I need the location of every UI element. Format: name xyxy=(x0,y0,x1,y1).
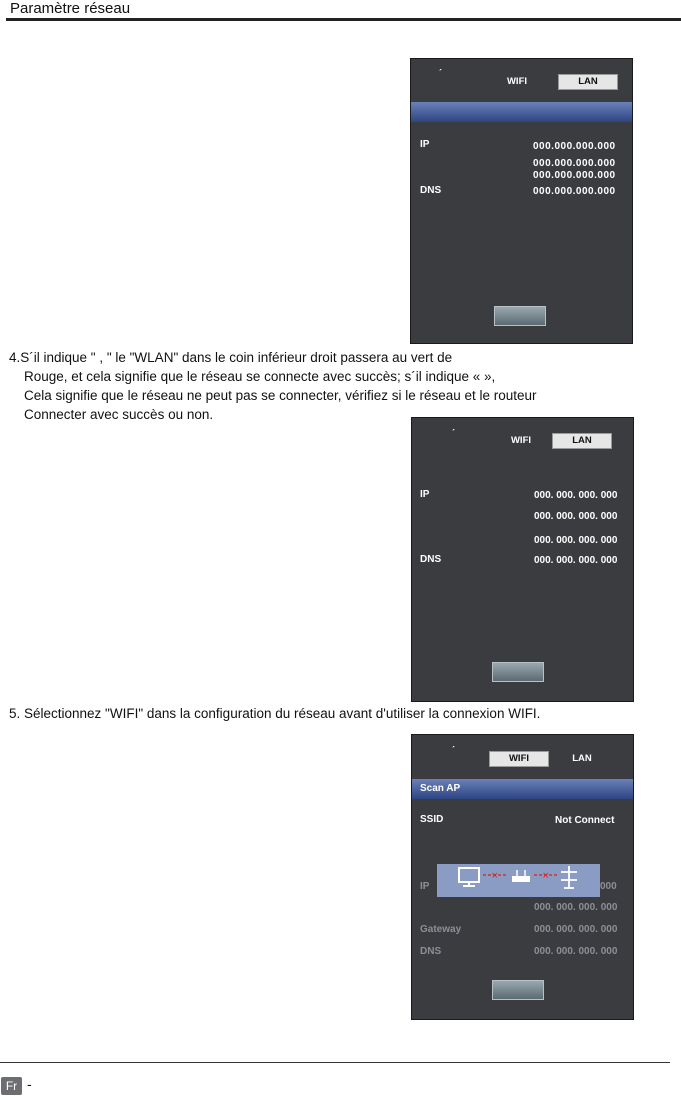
instruction-4-line-4: Connecter avec succès ou non. xyxy=(24,407,214,422)
scan-ap-label: Scan AP xyxy=(420,783,461,794)
connection-status-panel xyxy=(437,864,600,897)
ok-button[interactable] xyxy=(492,980,544,1000)
lan-settings-screen-2 xyxy=(411,417,634,702)
ok-button[interactable] xyxy=(494,306,546,326)
dns-label: DNS xyxy=(420,946,442,957)
page-number-dash: - xyxy=(27,1076,32,1092)
internet-icon xyxy=(561,866,577,888)
mask-value: 000.000.000.000 xyxy=(533,158,616,169)
tab-lan[interactable]: LAN xyxy=(558,74,618,90)
router-icon xyxy=(512,876,530,882)
accent-mark: ´ xyxy=(452,745,455,755)
instruction-5: 5. Sélectionnez "WIFI" dans la configuration du réseau avant d'utiliser la connexion WIFI. xyxy=(9,706,541,721)
dns-value: 000.000.000.000 xyxy=(533,186,616,197)
tv-icon xyxy=(459,868,479,882)
ssid-label: SSID xyxy=(420,814,444,825)
instruction-4-line-2: Rouge, et cela signifie que le réseau se connecte avec succès; s´il indique « », xyxy=(24,369,496,384)
mask-value: 000. 000. 000. 000 xyxy=(534,511,618,522)
ssid-status: Not Connect xyxy=(555,815,615,826)
page-title: Paramètre réseau xyxy=(10,0,131,17)
tab-wifi[interactable]: WIFI xyxy=(510,435,532,446)
ip-label: IP xyxy=(420,139,430,150)
scan-ap-bar[interactable] xyxy=(412,779,633,799)
disconnect-icon-2: × xyxy=(542,871,550,881)
ok-button[interactable] xyxy=(492,662,544,682)
dns-value: 000. 000. 000. 000 xyxy=(534,946,618,957)
ip-label: IP xyxy=(420,489,430,500)
instruction-4-line-3: Cela signifie que le réseau ne peut pas se connecter, vérifiez si le réseau et le routeur xyxy=(24,388,537,403)
lan-settings-screen-1 xyxy=(410,58,633,344)
gateway-label: Gateway xyxy=(420,924,462,935)
tab-lan[interactable]: LAN xyxy=(572,753,592,764)
language-badge: Fr xyxy=(1,1077,22,1095)
ip-label: IP xyxy=(420,881,430,892)
tab-lan[interactable]: LAN xyxy=(552,433,612,449)
gateway-value: 000.000.000.000 xyxy=(533,170,616,181)
footer-rule xyxy=(0,1062,670,1063)
highlight-bar xyxy=(411,102,632,122)
header-rule xyxy=(6,18,681,21)
gateway-value: 000. 000. 000. 000 xyxy=(534,535,618,546)
ip-value-tail: 000 xyxy=(600,881,617,892)
mask-value: 000. 000. 000. 000 xyxy=(534,902,618,913)
dns-label: DNS xyxy=(420,554,442,565)
ip-value: 000.000.000.000 xyxy=(533,141,616,152)
tab-wifi[interactable]: WIFI xyxy=(489,751,549,767)
accent-mark: ´ xyxy=(439,68,442,78)
tab-wifi[interactable]: WIFI xyxy=(506,76,528,87)
accent-mark: ´ xyxy=(452,428,455,438)
gateway-value: 000. 000. 000. 000 xyxy=(534,924,618,935)
wifi-settings-screen xyxy=(411,734,634,1020)
instruction-4-line-1: 4.S´il indique " , " le "WLAN" dans le coin inférieur droit passera au vert de xyxy=(9,350,453,365)
dns-value: 000. 000. 000. 000 xyxy=(534,555,618,566)
ip-value: 000. 000. 000. 000 xyxy=(534,490,618,501)
disconnect-icon-1: × xyxy=(491,871,499,881)
network-diagram-icon xyxy=(437,864,600,897)
dns-label: DNS xyxy=(420,185,442,196)
